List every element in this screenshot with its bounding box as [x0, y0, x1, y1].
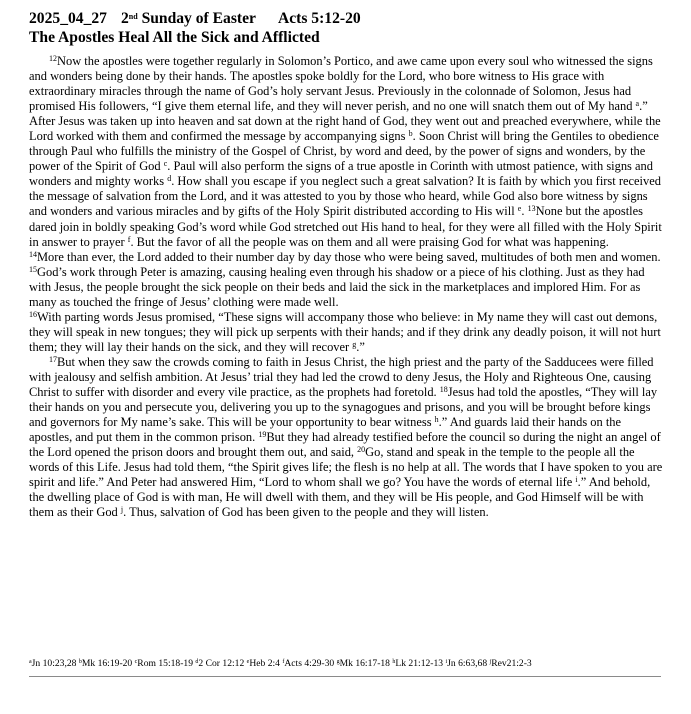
- reference-mark: d: [195, 659, 199, 665]
- footnote-mark: j: [120, 505, 124, 515]
- reference-citation: Rom 15:18-19: [137, 658, 196, 669]
- footnote-mark: h: [434, 415, 439, 425]
- reference-citation: Rev21:2-3: [491, 658, 532, 669]
- text-run: .” After Jesus was taken up into heaven and sat down at the right hand of God, they went out and preached everywhere, while the Lord worked with them and confirmed the message by accompanying signs: [29, 99, 661, 144]
- footnote-mark: f: [127, 234, 131, 244]
- reference-mark: b: [78, 659, 82, 665]
- divider-line: [29, 676, 661, 677]
- paragraph-4: [29, 355, 663, 521]
- text-run: . Thus, salvation of God has been given to the people and they will listen.: [123, 505, 489, 520]
- text-run: None but the apostles dared join in boldly speaking God’s word while God stretched out His hand to heal, for they were all filled with the Holy Spirit in answer to prayer: [29, 204, 662, 249]
- reference-citation: Jn 10:23,28: [31, 658, 79, 669]
- text-run: . Paul will also perform the signs of a true apostle in Corinth with utmost patience, with signs and wonders and mighty works: [29, 159, 653, 189]
- verse-number: 19: [258, 430, 267, 440]
- verse-number: 13: [527, 204, 536, 214]
- paragraph-1: [29, 54, 663, 250]
- footnote-mark: g: [352, 339, 357, 349]
- verse-number: 14: [29, 249, 37, 259]
- document-title: The Apostles Heal All the Sick and Afflicted: [29, 28, 320, 46]
- body-text: [29, 54, 663, 520]
- text-run: Now the apostles were together regularly in Solomon’s Portico, and awe came upon every soul who witnessed the signs and wonders being done by their hands. The apostles spoke boldly for the Lord, who bore witness to His grace with extraordinary miracles through the name of God’s holy servant Jesus. Previously in the colonnade of Solomon, Jesus had promised His followers, “I give them eternal life, and they will never perish, and no one will snatch them out of My hand: [29, 54, 653, 114]
- verse-number: 12: [49, 54, 57, 63]
- footnote-mark: i: [575, 475, 578, 485]
- verse-number: 18: [439, 385, 448, 395]
- text-run: .”: [356, 339, 365, 354]
- reference-mark: i: [445, 659, 448, 665]
- text-run: With parting words Jesus promised, “These signs will accompany those who believe: in My name they will cast out demons, they will speak in new tongues; they will pick up serpents with their hands; and if they drink any deadly poison, it will not hurt them; they will lay their hands on the sick, and they will recover: [29, 309, 661, 354]
- text-run: .: [521, 204, 528, 219]
- date: 2025_04_27: [29, 10, 107, 27]
- text-run: Go, stand and speak in the temple to the people all the words of this Life. Jesus had told them, “the Spirit gives life; the flesh is no help at all. The words that I have spoken to you are spirit and life.” And Peter had answered Him, “Lord to whom shall we go? You have the words of eternal life: [29, 445, 663, 490]
- reference-citation: Jn 6:63,68: [447, 658, 490, 669]
- verse-number: 16: [29, 309, 37, 319]
- text-run: But they had already testified before the council so during the night an angel of the Lord opened the prison doors and brought them out, and said,: [29, 430, 661, 460]
- reference-mark: e: [246, 659, 250, 665]
- verse-number: 17: [49, 354, 57, 364]
- reference-mark: c: [134, 659, 138, 665]
- text-run: God’s work through Peter is amazing, causing healing even through his shadow or a piece of his clothing. Just as they had with Jesus, the people brought the sick people on their beds and laid the sick in the marketplaces and implored Him. For as many as touched the fringe of Jesus’ clothing were made well.: [29, 264, 645, 309]
- text-run: .” And behold, the dwelling place of God is with man, He will dwell with them, and they will be His people, and God Himself will be with them as their God: [29, 475, 651, 520]
- reference-citation: Mk 16:17-18: [339, 658, 393, 669]
- footnote-mark: a: [635, 99, 640, 109]
- reference-citation: Heb 2:4: [249, 658, 283, 669]
- text-run: But when they saw the crowds coming to faith in Jesus Christ, the high priest and the party of the Sadducees were filled with jealousy and selfish ambition. At Jesus’ trial they had led the crowd to deny Jesus, the Holy and Righteous One, causing Christ to suffer with disorder and every vile practice, as the prophets had foretold.: [29, 354, 654, 400]
- paragraph-2: [29, 250, 663, 310]
- text-run: . But the favor of all the people was on them and all were praising God for what was happening.: [130, 234, 609, 249]
- reference-mark: f: [282, 659, 285, 665]
- paragraph-3: [29, 310, 663, 355]
- reading-reference: Acts 5:12-20: [277, 10, 361, 27]
- footnote-mark: b: [408, 129, 413, 139]
- footnote-references: [29, 658, 532, 670]
- reference-citation: Mk 16:19-20: [81, 658, 135, 669]
- reference-citation: Lk 21:12-13: [395, 658, 446, 669]
- sunday-ordinal: nd: [128, 12, 138, 21]
- footnote-mark: d: [167, 174, 172, 184]
- sunday-number: 2: [120, 10, 129, 27]
- verse-number: 15: [29, 264, 37, 274]
- text-run: More than ever, the Lord added to their number day by day those who were being saved, multitudes of both men and women.: [37, 249, 661, 264]
- reference-mark: a: [29, 659, 32, 665]
- text-run: . Soon Christ will bring the Gentiles to obedience through Paul who fulfills the ministry of the Gospel of Christ, by word and deed, by the power of signs and wonders, by the power of the Spirit of God: [29, 129, 659, 174]
- text-run: Jesus had told the apostles, “They will lay their hands on you and persecute you, delivering you up to the synagogues and prisons, and you will be brought before kings and governors for My name’s sake. This will be your opportunity to bear witness: [29, 385, 658, 430]
- reference-citation: 2 Cor 12:12: [198, 658, 247, 669]
- text-run: . How shall you escape if you neglect such a great salvation? It is faith by which you first received the message of salvation from the Lord, and it was attested to you by those who heard, while God also bore witness by signs and wonders and various miracles and by gifts of the Holy Spirit distributed according to His will: [29, 174, 661, 219]
- footnote-mark: c: [163, 159, 168, 169]
- reference-mark: h: [392, 659, 396, 665]
- text-run: .” And guards laid their hands on the apostles, and put them in the common prison.: [29, 415, 622, 445]
- footnote-mark: e: [517, 204, 522, 214]
- reference-citation: Acts 4:29-30: [284, 658, 337, 669]
- reference-mark: g: [336, 659, 340, 665]
- header-line: [29, 10, 663, 29]
- sunday-label: Sunday of Easter: [137, 10, 256, 27]
- reference-mark: j: [489, 659, 492, 665]
- verse-number: 20: [357, 445, 366, 455]
